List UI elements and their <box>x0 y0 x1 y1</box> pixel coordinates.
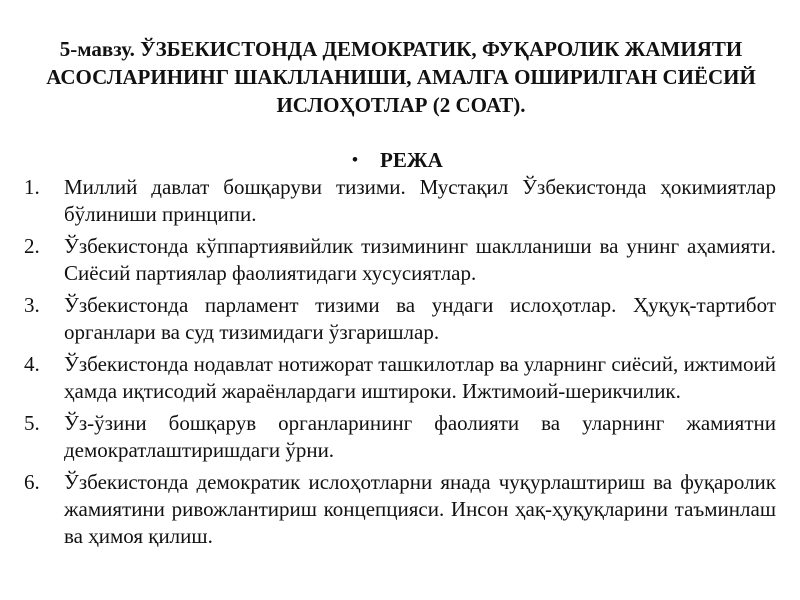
list-item <box>24 469 776 550</box>
item-number: 5. <box>24 411 40 435</box>
item-number: 4. <box>24 352 40 376</box>
bullet-icon: • <box>352 150 358 169</box>
title-line: ИСЛОҲОТЛАР (2 СОАТ). <box>276 93 526 117</box>
item-number: 3. <box>24 293 40 317</box>
item-text: Ўз-ўзини бошқарув органларининг фаолияти ва уларнинг жамиятни демократлаштиришдаги ўрни. <box>64 411 776 462</box>
title-line: АСОСЛАРИНИНГ ШАКЛЛАНИШИ, АМАЛГА ОШИРИЛГАН СИЁСИЙ <box>46 65 756 89</box>
plan-list <box>24 174 776 555</box>
list-item <box>24 410 776 464</box>
item-text: Ўзбекистонда нодавлат нотижорат ташкилотлар ва уларнинг сиёсий, ижтимоий ҳамда иқтисодий жараёнлардаги иштироки. Ижтимоий-шерикчилик. <box>64 352 776 403</box>
list-item <box>24 351 776 405</box>
title-line: 5-мавзу. ЎЗБЕКИСТОНДА ДЕМОКРАТИК, ФУҚАРОЛИК ЖАМИЯТИ <box>59 37 743 61</box>
item-number: 1. <box>24 175 40 199</box>
list-item <box>24 174 776 228</box>
page-title <box>22 35 780 119</box>
item-text: Ўзбекистонда демократик ислоҳотларни янада чуқурлаштириш ва фуқаролик жамиятини ривожлантириш концепцияси. Инсон ҳақ-ҳуқуқларини таъминлаш ва ҳимоя қилиш. <box>64 470 776 548</box>
plan-heading <box>352 146 443 174</box>
item-number: 2. <box>24 234 40 258</box>
item-text: Ўзбекистонда кўппартиявийлик тизимининг шаклланиши ва унинг аҳамияти. Сиёсий партиялар фаолиятидаги хусусиятлар. <box>64 234 776 285</box>
item-text: Ўзбекистонда парламент тизими ва ундаги ислоҳотлар. Ҳуқуқ-тартибот органлари ва суд тизимидаги ўзгаришлар. <box>64 293 776 344</box>
plan-heading-label: РЕЖА <box>380 148 443 172</box>
item-text: Миллий давлат бошқаруви тизими. Мустақил Ўзбекистонда ҳокимиятлар бўлиниши принципи. <box>64 175 776 226</box>
list-item <box>24 292 776 346</box>
item-number: 6. <box>24 470 40 494</box>
list-item <box>24 233 776 287</box>
